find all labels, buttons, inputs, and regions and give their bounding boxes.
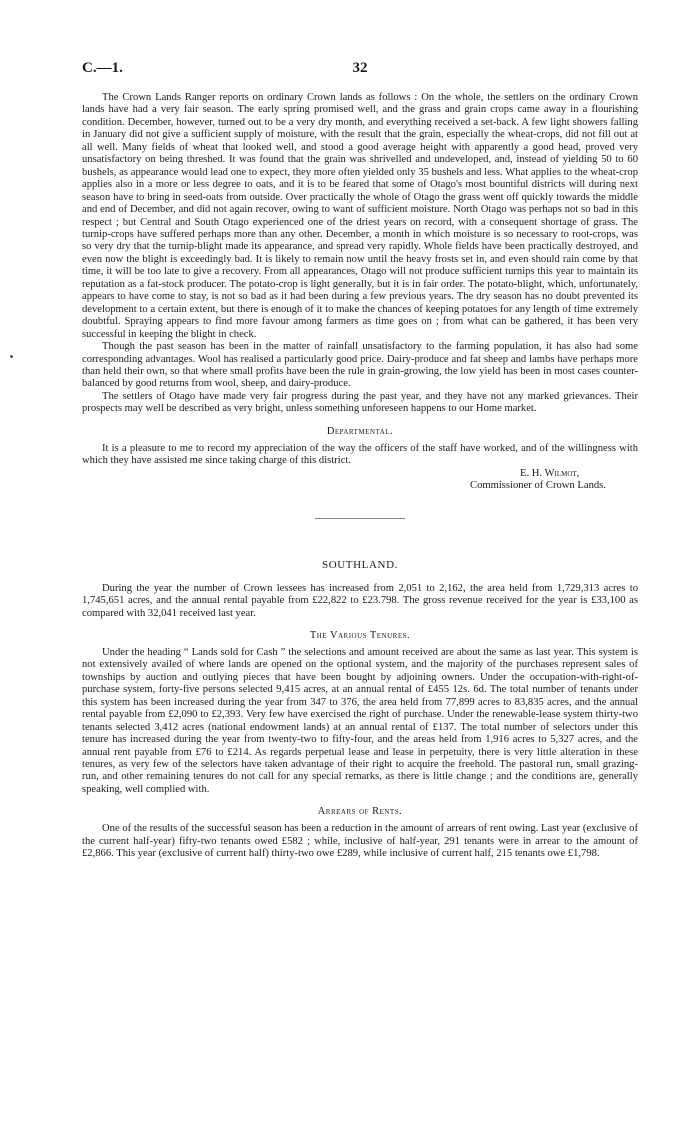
- page-number: 32: [352, 60, 368, 76]
- otago-paragraph-1: The Crown Lands Ranger reports on ordinary Crown lands as follows : On the whole, the settlers on the ordinary Crown lands have had a very fair season. The early spring promised well, and the grass and grain crops came away in a flourishing condition. December, however, turned out to be a very dry month, and everything received a set-back. A few light showers falling in January did not give a sufficient supply of moisture, with the result that the grain, especially the wheat-crops, did not fill out at all well. Many fields of wheat that looked well, and stood a good average height with apparently a good head, proved very unsatisfactory on being threshed. It was found that the grain was shrivelled and undeveloped, and, instead of yielding 50 to 60 bushels, as appearance would lead one to expect, they more often yielded only 35 bushels and less. What applies to the wheat-crop applies also in a more or less degree to oats, and it is to be feared that some of Otago's most bountiful districts will during next season have to bring in seed-oats from outside. Over practically the whole of Otago the grass went off quickly towards the middle and end of December, and did not again recover, owing to want of sufficient moisture. North Otago was perhaps not so bad in this respect ; but Central and South Otago experienced one of the driest years on record, with a consequent shortage of grass. The turnip-crops have suffered perhaps more than any other. December, a month in which moisture is so necessary to root-crops, was so very dry that the turnip-blight made its appearance, and spread very rapidly. Whole fields have been practically destroyed, and even now the blight is exceedingly bad. It is likely to remain now until the heavy frosts set in, and even should rain come by that time, it will be too late to give a recovery. From all appearances, Otago will not produce sufficient turnips this year to maintain its reputation as a fat-stock producer. The potato-crop is light generally, but it is in fair order. The potato-blight, which, unfortunately, appears to have come to stay, is not so bad as it had been during a few previous years. The dry season has no doubt prevented its development to a certain extent, but there is enough of it to make the chances of keeping potatoes for any length of time extremely doubtful. Spraying appears to find more favour among farmers as time goes on ; from what can be gathered, it has been very successful in keeping the blight in check.: [82, 92, 638, 340]
- southland-title: SOUTHLAND.: [322, 558, 398, 571]
- running-head: [82, 60, 638, 80]
- signatory-title: Commissioner of Crown Lands.: [470, 480, 606, 492]
- margin-mark: [10, 355, 13, 358]
- arrears-heading: Arrears of Rents.: [317, 806, 403, 818]
- southland-intro: During the year the number of Crown lessees has increased from 2,051 to 2,162, the area held from 1,729,313 acres to 1,745,651 acres, and the annual rental payable from £22,822 to £23.798. The gross revenue received for the year is £33,100 as compared with 32,041 received last year.: [82, 582, 638, 619]
- otago-paragraph-2: Though the past season has been in the matter of rainfall unsatisfactory to the farming population, it has also had some corresponding advantages. Wool has realised a particularly good price. Dairy-produce and fat sheep and lambs have perhaps more than held their own, so that where small profits have been the rule in grain-growing, the low yield has been in most cases counter-balanced by good returns from wool, sheep, and dairy-produce.: [82, 341, 638, 390]
- otago-paragraph-3: The settlers of Otago have made very fair progress during the past year, and they have not any marked grievances. Their prospects may well be described as very bright, unless something unforeseen happens to our Home market.: [82, 390, 638, 415]
- section-divider: [315, 518, 405, 519]
- tenures-heading: The Various Tenures.: [309, 629, 411, 641]
- page-body: [82, 92, 638, 861]
- tenures-paragraph: Under the heading “ Lands sold for Cash ” the selections and amount received are about the same as last year. This system is not extensively availed of where lands are opened on the optional system, and the majority of the purchases represent sales of townships by auction and outlying pieces that have been bought by adjoining owners. Under the occupation-with-right-of-purchase system, forty-five persons selected 9,415 acres, at an annual rental of £455 12s. 6d. The total number of tenants under this system has been increased during the year from 347 to 376, the area held from 77,899 acres to 83,835 acres, and the annual rental payable from £2,090 to £2,393. Very few have exercised the right of purchase. Under the renewable-lease system thirty-two tenants selected 3,412 acres (national endowment lands) at an annual rental of £137. The total number of selectors under this tenure has increased during the year from twenty-two to fifty-four, and the areas held from 1,916 acres to 5,327 acres, and the annual rent payable from £76 to £214. As regards perpetual lease and lease in perpetuity, there is very little alteration in these tenures, as very few of the selectors have taken advantage of their right to acquire the freehold. The pastoral run, small grazing-run, and other remaining tenures do not call for any special remarks, as there is little change ; and the conditions are, generally speaking, well complied with.: [82, 646, 638, 795]
- departmental-paragraph: It is a pleasure to me to record my appreciation of the way the officers of the staff have worked, and of the willingness with which they have assisted me since taking charge of this district.: [82, 442, 638, 467]
- document-code: C.—1.: [82, 60, 123, 76]
- signatory-name: E. H. Wilmot,: [520, 467, 580, 479]
- departmental-heading: Departmental.: [326, 425, 394, 437]
- arrears-paragraph: One of the results of the successful season has been a reduction in the amount of arrears of rent owing. Last year (exclusive of the current half-year) fifty-two tenants owed £582 ; while, inclusive of half-year, 291 tenants were in arrear to the amount of £2,866. This year (exclusive of current half) thirty-two owe £289, while inclusive of current half, 215 tenants owe £1,798.: [82, 823, 638, 860]
- signature-block: [470, 468, 638, 493]
